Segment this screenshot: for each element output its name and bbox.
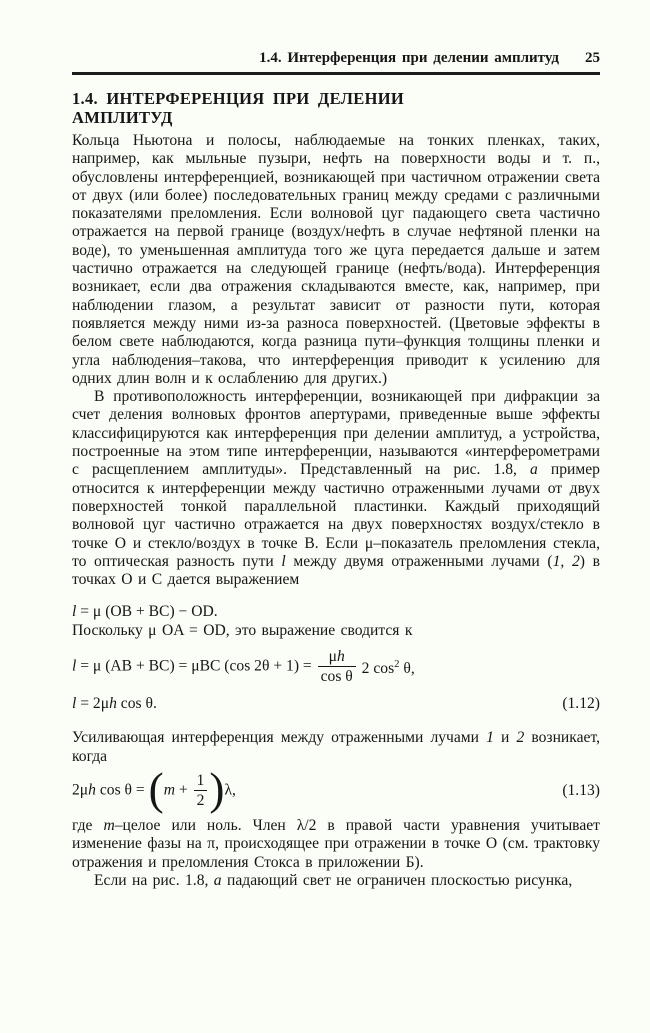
paragraph-constructive-interference: Усиливающая интерференция между отраженными лучами 1 и 2 возникает, когда	[72, 729, 600, 765]
paragraph-poskolku: Поскольку μ OA = OD, это выражение сводится к	[72, 621, 413, 639]
page-number: 25	[585, 50, 600, 66]
equation-lead: l = μ (AB + BC) = μBC (cos 2θ + 1) =	[72, 657, 316, 675]
fraction-denominator: cos θ	[318, 666, 356, 685]
paragraph-fig-18a: Если на рис. 1.8, а падающий свет не ограничен плоскостью рисунка,	[94, 872, 573, 890]
equation-number-1-13: (1.13)	[562, 781, 600, 799]
fraction-one-half	[192, 772, 210, 809]
fraction-numerator: μh	[328, 648, 345, 666]
equation-number-1-12: (1.12)	[562, 695, 600, 713]
equation-lead: 2μh cos θ =	[72, 781, 149, 799]
paragraph-newton-rings: Кольца Ньютона и полосы, наблюдаемые на тонких пленках, таких, например, как мыльные пузыри, нефть на поверхности воды и т. п., обусловлены интерференцией, возникающей при частичном отражении света от двух (или более) последовательных границ между средами с различными показателями преломления. Если волновой цуг падающего света частично отражается на первой границе (воздух/нефть в случае нефтяной пленки на воде), то уменьшенная амплитуда того же цуга передается дальше и затем частично отражается на следующей границе (нефть/вода). Интерференция возникает, если два отражения складываются вместе, как, например, при наблюдении глазом, а результат зависит от разности пути, которая появляется между ними из-за разноса поверхностей. (Цветовые эффекты в белом свете наблюдаются, когда разница пути–функция толщины пленки и угла наблюдения–такова, что интерференция приводит к усилению для одних длин волн и к ослаблению для других.)	[72, 132, 600, 387]
open-paren: (	[148, 763, 164, 814]
section-heading-line1: 1.4. ИНТЕРФЕРЕНЦИЯ ПРИ ДЕЛЕНИИ	[72, 89, 404, 108]
equation-tail: 2 $\cos^2 \theta$,	[357, 658, 415, 677]
equation-1-12: l = 2μh cos θ.	[72, 695, 157, 713]
section-heading	[72, 89, 600, 127]
equation-cosine-expansion	[72, 648, 600, 685]
fraction-numerator: 1	[196, 771, 205, 789]
running-header-title: 1.4. Интерференция при делении амплитуд	[259, 50, 559, 66]
close-paren: )	[209, 763, 225, 814]
equation-tail: λ,	[224, 781, 236, 799]
equation-path-difference: l = μ (OB + BC) − OD.	[72, 603, 218, 621]
section-heading-line2: АМПЛИТУД	[72, 108, 173, 127]
equation-1-13	[72, 763, 236, 814]
paragraph-phase-change: где m–целое или ноль. Член λ/2 в правой части уравнения учитывает изменение фазы на π, происходящее при отражении в точке O (см. трактовку отражения и преломления Стокса в приложении Б).	[72, 817, 601, 871]
equation-1-13-row	[72, 763, 600, 814]
equation-inner: m +	[163, 781, 192, 799]
equation-1-12-row	[72, 695, 600, 713]
fraction-denominator: 2	[194, 790, 208, 809]
running-header	[72, 50, 600, 75]
fraction-muh-costheta	[316, 648, 358, 685]
paragraph-amplitude-splitting: В противоположность интерференции, возникающей при дифракции за счет деления волновых фронтов апертурами, приведенные выше эффекты классифицируются как интерференция при делении амплитуд, а устройства, построенные на этом типе интерференции, называются «интерферометрами с расщеплением амплитуды». Представленный на рис. 1.8, а пример относится к интерференции между частично отраженными лучами от двух поверхностей тонкой параллельной пластинки. Каждый приходящий волновой цуг частично отражается на двух поверхностях воздух/стекло в точке O и стекло/воздух в точке B. Если μ–показатель преломления стекла, то оптическая разность пути l между двумя отраженными лучами (1, 2) в точках O и C дается выражением	[72, 388, 600, 589]
